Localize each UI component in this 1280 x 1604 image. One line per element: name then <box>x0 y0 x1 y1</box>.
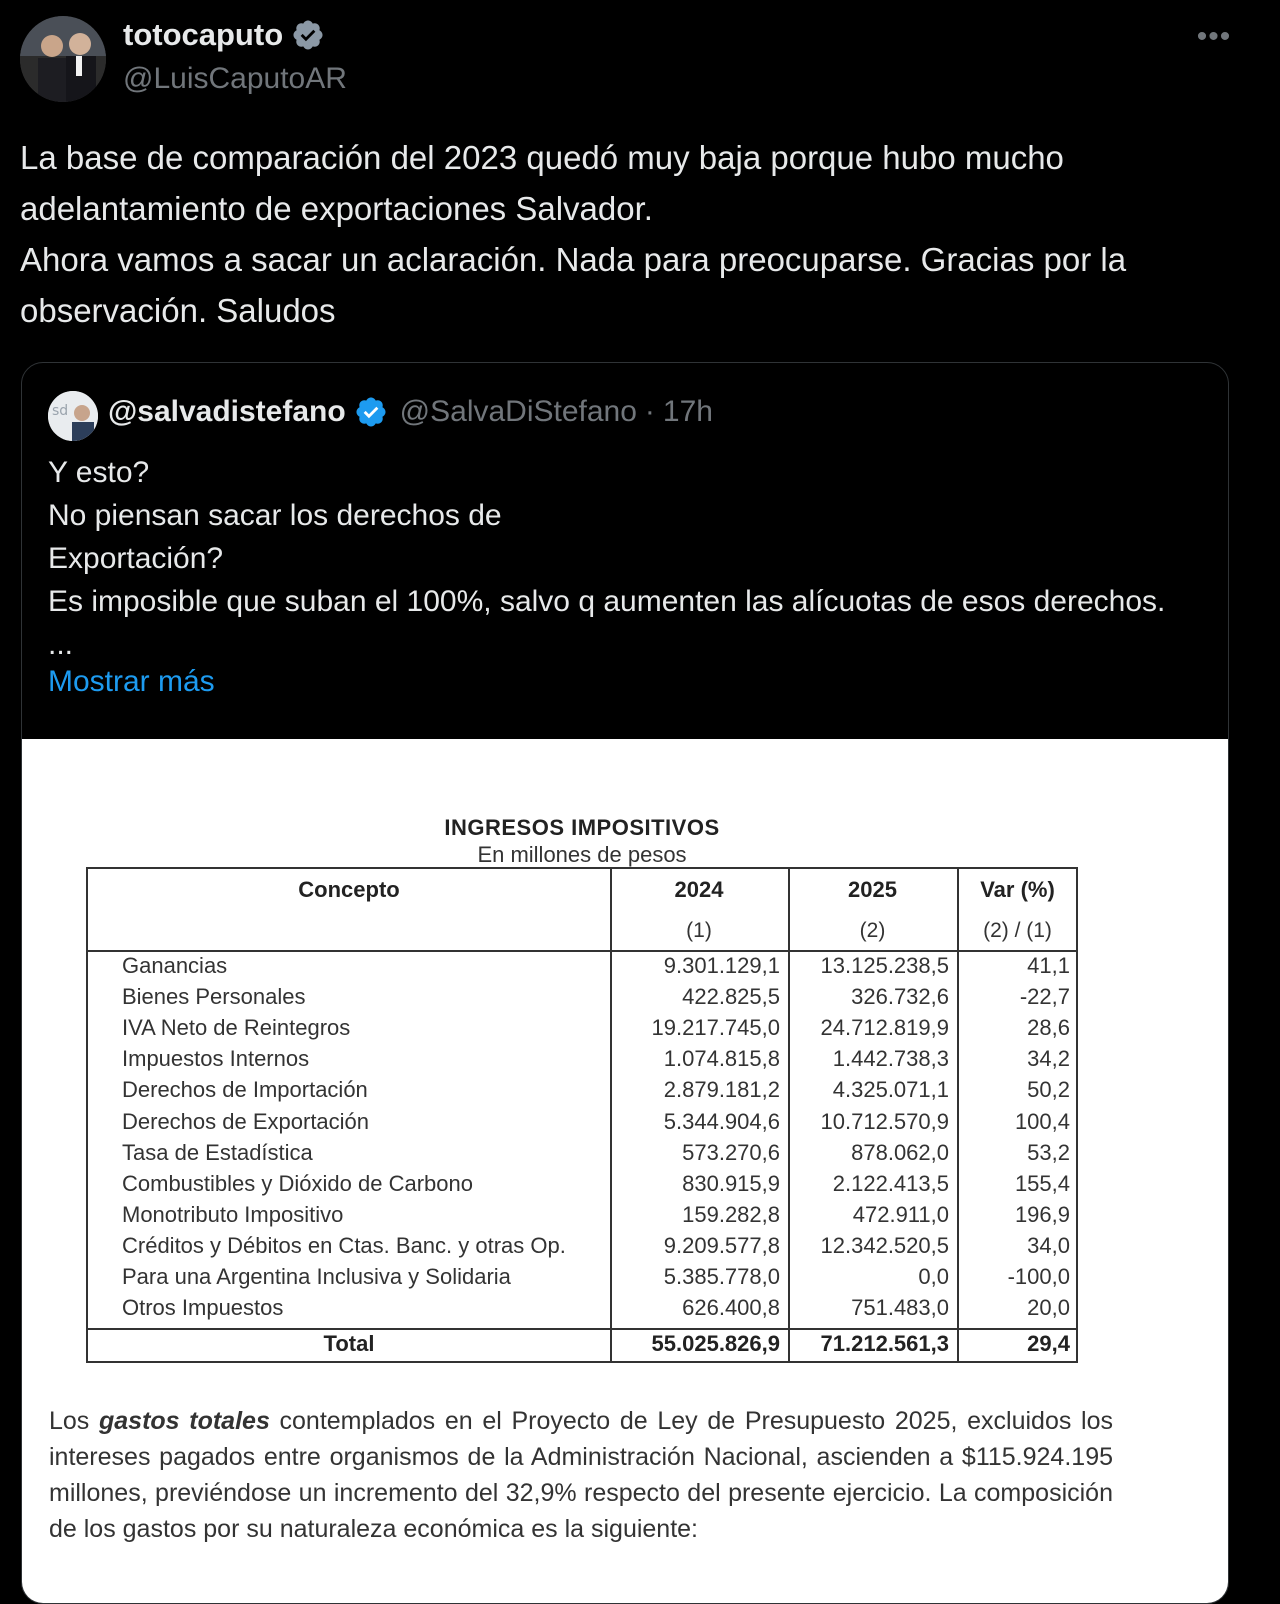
cell-var: 155,4 <box>1014 1171 1070 1196</box>
cell-2024: 573.270,6 <box>682 1140 780 1165</box>
quoted-line: Y esto? <box>48 456 150 489</box>
verified-badge-icon <box>291 18 325 52</box>
quoted-timestamp[interactable]: 17h <box>662 395 713 428</box>
table-row <box>88 1264 1076 1295</box>
cell-2025: 878.062,0 <box>851 1140 949 1165</box>
cell-var: 100,4 <box>1014 1109 1070 1134</box>
header-var-sub: (2) / (1) <box>983 919 1052 942</box>
total-divider <box>88 1328 1076 1330</box>
quoted-author-handle[interactable]: @SalvaDiStefano <box>399 395 637 428</box>
cell-var: 196,9 <box>1014 1202 1070 1227</box>
header-2025-sub: (2) <box>859 919 886 942</box>
author-avatar[interactable] <box>20 16 106 102</box>
tweet-line: La base de comparación del 2023 quedó muy baja porque hubo mucho adelantamiento de exportaciones Salvador. <box>20 139 1064 227</box>
cell-concept: Impuestos Internos <box>122 1046 310 1071</box>
cell-concept: Para una Argentina Inclusiva y Solidaria <box>122 1264 511 1289</box>
paragraph-start: Los <box>49 1407 99 1435</box>
header-2024-sub: (1) <box>686 919 712 942</box>
more-horizontal-icon: ••• <box>1196 20 1232 53</box>
cell-2024: 19.217.745,0 <box>651 1015 780 1040</box>
cell-2025: 472.911,0 <box>852 1202 949 1227</box>
header-divider <box>88 950 1076 952</box>
cell-total-2025: 71.212.561,3 <box>820 1331 949 1356</box>
cell-var: 34,0 <box>1027 1233 1070 1258</box>
cell-2025: 4.325.071,1 <box>832 1077 949 1102</box>
cell-var: -100,0 <box>1007 1264 1070 1289</box>
tax-revenue-table <box>86 867 1078 1363</box>
cell-concept: Bienes Personales <box>122 984 306 1009</box>
table-row <box>88 1077 1076 1108</box>
quoted-line: Es imposible que suban el 100%, salvo q aumenten las alícuotas de esos derechos. ... <box>48 585 1166 661</box>
tweet-text <box>20 132 1240 336</box>
table-row <box>88 1140 1076 1171</box>
cell-2025: 326.732,6 <box>851 984 949 1009</box>
cell-2024: 1.074.815,8 <box>663 1046 780 1071</box>
author-name-row[interactable] <box>123 17 325 53</box>
cell-2024: 5.385.778,0 <box>663 1264 780 1289</box>
cell-2025: 24.712.819,9 <box>820 1015 949 1040</box>
quoted-author-avatar[interactable] <box>48 391 98 441</box>
cell-2025: 12.342.520,5 <box>820 1233 949 1258</box>
cell-2024: 9.209.577,8 <box>663 1233 780 1258</box>
table-row <box>88 1109 1076 1140</box>
cell-total-label: Total <box>323 1331 375 1356</box>
cell-var: 28,6 <box>1027 1015 1070 1040</box>
tweet-line: Ahora vamos a sacar un aclaración. Nada para preocuparse. Gracias por la observación. Saludos <box>20 241 1127 329</box>
separator-dot: · <box>644 395 655 428</box>
cell-2024: 159.282,8 <box>682 1202 780 1227</box>
cell-2025: 2.122.413,5 <box>832 1171 949 1196</box>
cell-2025: 1.442.738,3 <box>832 1046 949 1071</box>
cell-2025: 0,0 <box>918 1264 949 1289</box>
quoted-line: No piensan sacar los derechos de <box>48 499 502 532</box>
table-title: INGRESOS IMPOSITIVOS <box>444 815 720 840</box>
table-row <box>88 1046 1076 1077</box>
table-subtitle: En millones de pesos <box>477 842 687 867</box>
cell-concept: IVA Neto de Reintegros <box>122 1015 351 1040</box>
paragraph-emphasis: gastos totales <box>99 1407 270 1435</box>
table-row <box>88 1202 1076 1233</box>
table-row <box>88 1015 1076 1046</box>
cell-2025: 751.483,0 <box>851 1295 949 1320</box>
attached-document-image[interactable] <box>22 739 1228 1604</box>
header-concept: Concepto <box>298 877 400 902</box>
header-2025: 2025 <box>848 877 897 902</box>
quoted-tweet-card[interactable] <box>21 362 1229 1604</box>
cell-2024: 5.344.904,6 <box>663 1109 780 1134</box>
cell-concept: Tasa de Estadística <box>122 1140 313 1165</box>
cell-total-2024: 55.025.826,9 <box>651 1331 780 1356</box>
cell-2024: 830.915,9 <box>682 1171 780 1196</box>
cell-concept: Derechos de Exportación <box>122 1109 370 1134</box>
cell-concept: Derechos de Importación <box>122 1077 368 1102</box>
cell-concept: Combustibles y Dióxido de Carbono <box>122 1171 473 1196</box>
cell-var: 50,2 <box>1027 1077 1070 1102</box>
cell-2024: 626.400,8 <box>682 1295 780 1320</box>
table-row <box>88 1171 1076 1202</box>
header-2024: 2024 <box>674 877 724 902</box>
author-handle[interactable]: @LuisCaputoAR <box>123 62 347 95</box>
cell-2025: 13.125.238,5 <box>820 953 949 978</box>
cell-var: 41,1 <box>1027 953 1070 978</box>
table-row <box>88 953 1076 984</box>
cell-concept: Monotributo Impositivo <box>122 1202 344 1227</box>
svg-text:sd: sd <box>52 403 69 419</box>
quoted-author-name[interactable]: @salvadistefano <box>108 395 346 428</box>
header-var: Var (%) <box>980 877 1055 902</box>
document-paragraph <box>49 1403 1113 1547</box>
cell-var: 53,2 <box>1027 1140 1070 1165</box>
paragraph-rest: contemplados en el Proyecto de Ley de Presupuesto 2025, excluidos los intereses pagados entre organismos de la Administración Nacional, ascienden a $115.924.195 millones, previéndose un incremento del 32,9% respecto del presente ejercicio. La composición de los gastos por su naturaleza económica es la siguiente: <box>49 1407 1113 1543</box>
table-row <box>88 1233 1076 1264</box>
cell-var: 20,0 <box>1027 1295 1070 1320</box>
cell-2025: 10.712.570,9 <box>820 1109 949 1134</box>
cell-2024: 422.825,5 <box>682 984 780 1009</box>
author-name[interactable]: totocaputo <box>123 17 284 52</box>
verified-badge-icon <box>354 395 388 429</box>
cell-var: 34,2 <box>1027 1046 1070 1071</box>
cell-var: -22,7 <box>1019 984 1070 1009</box>
table-total-row <box>88 1331 1076 1361</box>
quoted-header <box>108 395 713 429</box>
cell-2024: 9.301.129,1 <box>663 953 780 978</box>
quoted-tweet-text <box>48 451 1198 666</box>
more-options-button[interactable] <box>1194 22 1234 54</box>
cell-2024: 2.879.181,2 <box>663 1077 780 1102</box>
quoted-line: Exportación? <box>48 542 224 575</box>
cell-concept: Otros Impuestos <box>122 1295 284 1320</box>
table-row <box>88 1295 1076 1326</box>
cell-concept: Ganancias <box>122 953 228 978</box>
table-row <box>88 984 1076 1015</box>
cell-concept: Créditos y Débitos en Ctas. Banc. y otras Op. <box>122 1233 566 1258</box>
show-more-link[interactable]: Mostrar más <box>48 665 215 698</box>
cell-total-var: 29,4 <box>1027 1331 1070 1356</box>
